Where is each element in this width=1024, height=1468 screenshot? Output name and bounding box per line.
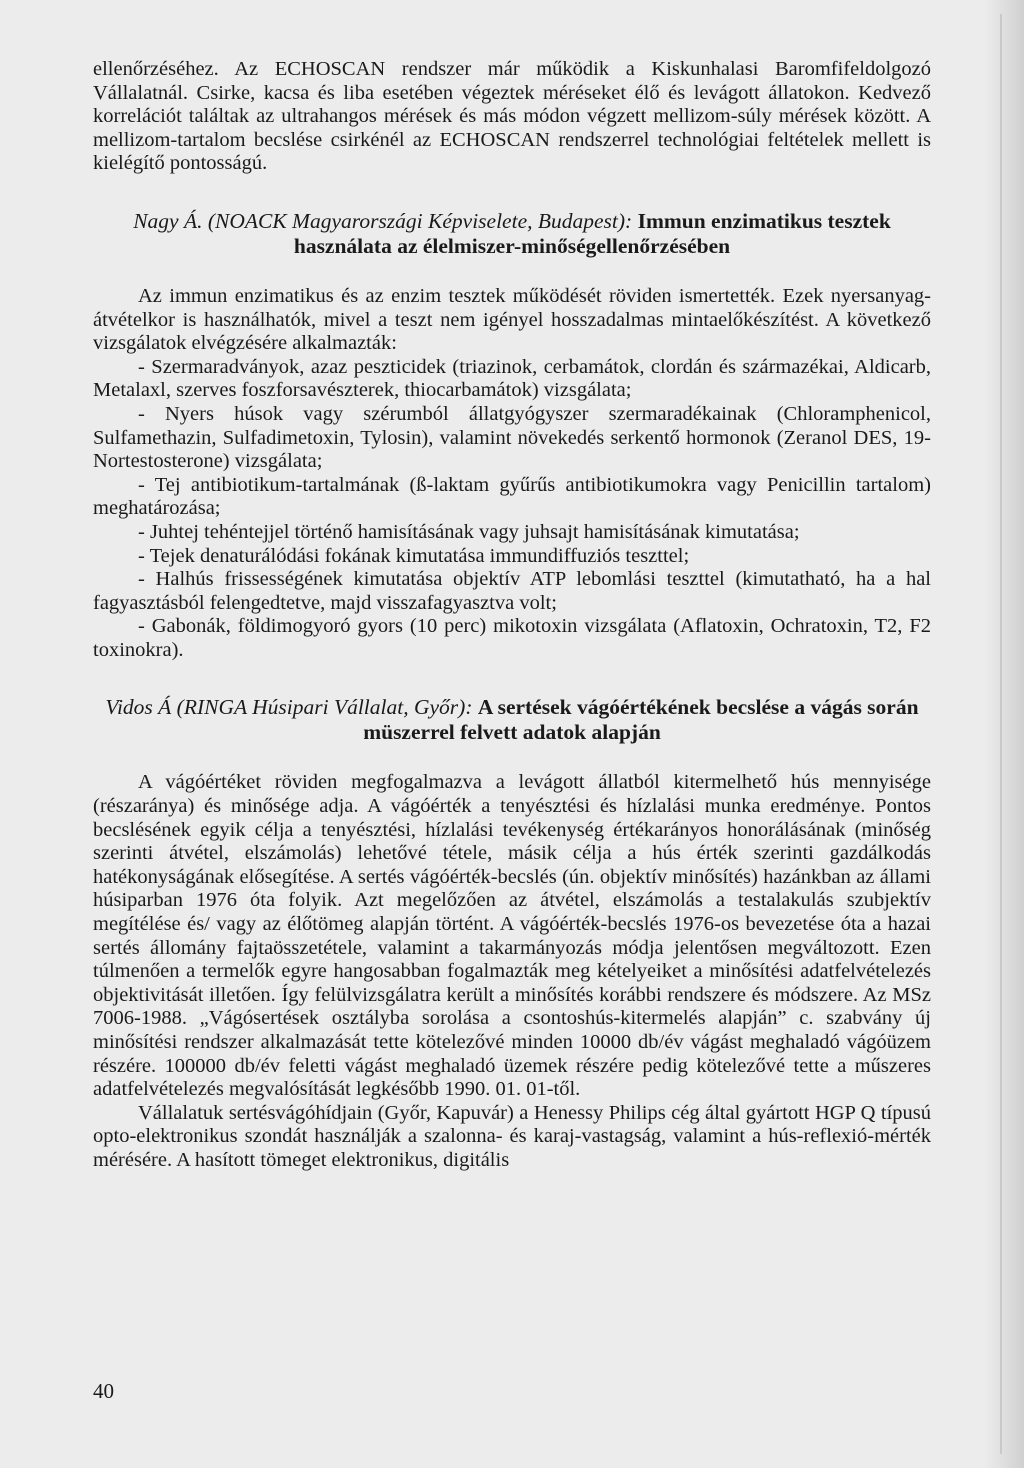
page-edge-line [1000,14,1002,1454]
section2-author: Vidos Á (RINGA Húsipari Vállalat, Győr): [105,695,473,720]
section2-heading [93,695,931,745]
section1-intro: Az immun enzimatikus és az enzim tesztek működését röviden ismertették. Ezek nyersanyag-átvételkor is használhatók, mivel a teszt nem igényel hosszadalmas mintaelőkészítést. A következő vizsgálatok elvégzésére alkalmazták: [93,284,931,355]
section1-item: - Szermaradványok, azaz peszticidek (triazinok, cerbamátok, clordán és származékai, Aldicarb, Metalaxl, szerves foszforsavészterek, thiocarbamátok) vizsgálata; [93,355,931,402]
section1-item: - Juhtej tehéntejjel történő hamisításának vagy juhsajt hamisításának kimutatása; [138,520,800,543]
section1-item: - Gabonák, földimogyoró gyors (10 perc) mikotoxin vizsgálata (Aflatoxin, Ochratoxin, T2, F2 toxinokra). [93,615,931,661]
section2-title: A sertések vágóértékének becslése a vágás során müszerrel felvett adatok alapján [363,695,919,745]
section1-item: - Tejek denaturálódási fokának kimutatása immundiffuziós teszttel; [138,544,690,567]
page-content [93,58,931,1173]
section2-paragraph: Vállalatuk sertésvágóhídjain (Győr, Kapuvár) a Henessy Philips cég által gyártott HGP Q típusú opto-elektronikus szondát használják a szalonna- és karaj-vastagság, valamint a hús-reflexió-mérték mérésére. A hasított tömeget elektronikus, digitális [93,1101,931,1171]
section1-heading [93,209,931,259]
section1-author: Nagy Á. (NOACK Magyarországi Képviselete, Budapest): [133,208,633,233]
section1-item: - Halhús frissességének kimutatása objektív ATP lebomlási teszttel (kimutatható, ha a hal fagyasztásból felengedtetve, majd visszafagyasztva volt; [93,568,931,614]
page-edge-shadow [984,0,1024,1468]
section1-title: Immun enzimatikus tesztek használata az élelmiszer-minőségellenőrzésében [293,208,891,258]
page-number: 40 [93,1379,114,1403]
section2-paragraph: A vágóértéket röviden megfogalmazva a levágott állatból kitermelhető hús mennyisége (részaránya) és minősége adja. A vágóérték a tenyésztési és hízlalási munka eredménye. Pontos becslésének egyik célja a tenyésztési, hízlalási tevékenység értékarányos honorálásának (minőség szerinti átvétel, elszámolás) lehetővé tétele, másik célja a hús érték szerinti gazdálkodás hatékonyságának elősegítése. A sertés vágóérték-becslés (ún. objektív minősítés) hazánkban az állami húsiparban 1976 óta folyik. Azt megelőzően az átvétel, elszámolás a testalakulás szubjektív megítélése és/ vagy az élőtömeg alapján történt. A vágóérték-becslés 1976-os bevezetése óta a hazai sertés állomány fajtaösszetétele, valamint a takarmányozás módja jelentősen megváltozott. Ezen túlmenően a termelők egyre hangosabban fogalmazták meg kételyeiket a minősítési adatfelvételezés objektivitását illetően. Így felülvizsgálatra került a minősítés korábbi rendszere és módszere. Az MSz 7006-1988. „Vágósertések osztályba sorolása a csontoshús-kitermelés alapján” c. szabvány új minősítési rendszer alkalmazását tette kötelezővé minden 10000 db/év vágást meghaladó vágóüzem részére. 100000 db/év feletti vágást meghaladó üzemek részére pedig kötelezővé tette a műszeres adatfelvételezés megvalósítását legkésőbb 1990. 01. 01-től. [93,771,931,1101]
section1-item: - Nyers húsok vagy szérumból állatgyógyszer szermaradékainak (Chloramphenicol, Sulfamethazin, Sulfadimetoxin, Tylosin), valamint növekedés serkentő hormonok (Zeranol DES, 19-Nortestosterone) vizsgálata; [93,402,931,473]
section1-item: - Tej antibiotikum-tartalmának (ß-laktam gyűrűs antibiotikumokra vagy Penicillin tartalom) meghatározása; [93,473,931,520]
intro-paragraph: ellenőrzéséhez. Az ECHOSCAN rendszer már működik a Kiskunhalasi Baromfifeldolgozó Vállalatnál. Csirke, kacsa és liba esetében végeztek méréseket élő és levágott állatokon. Kedvező korrelációt találtak az ultrahangos mérések és más módon végzett mellizom-súly mérések között. A mellizom-tartalom becslése csirkénél az ECHOSCAN rendszerrel technológiai feltételek mellett is kielégítő pontosságú. [93,58,931,175]
